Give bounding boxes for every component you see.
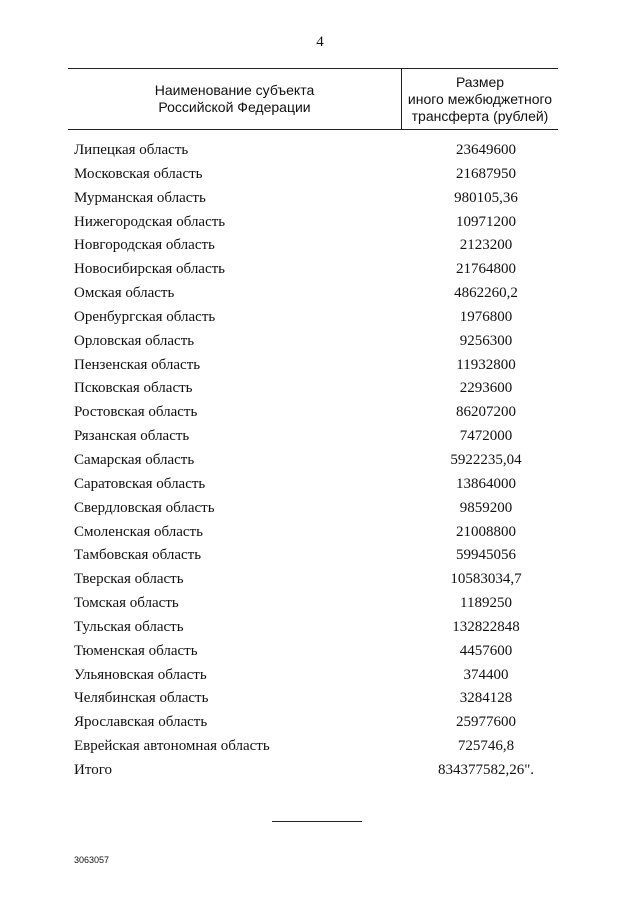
table-row bbox=[74, 139, 558, 163]
table-row bbox=[74, 568, 558, 592]
table-body bbox=[74, 139, 558, 783]
subject-name: Московская область bbox=[74, 165, 203, 182]
table-row bbox=[74, 687, 558, 711]
table-row bbox=[74, 449, 558, 473]
table-row bbox=[74, 258, 558, 282]
subject-name: Ульяновская область bbox=[74, 666, 207, 683]
transfer-amount: 86207200 bbox=[456, 404, 516, 421]
table-row bbox=[74, 759, 558, 783]
table-row bbox=[74, 330, 558, 354]
transfer-amount: 7472000 bbox=[459, 428, 513, 445]
transfer-amount: 980105,36 bbox=[454, 189, 518, 206]
transfer-amount: 2123200 bbox=[459, 237, 513, 254]
subject-name: Томская область bbox=[74, 595, 179, 612]
table-row bbox=[74, 425, 558, 449]
transfer-amount: 10971200 bbox=[456, 213, 516, 230]
subject-name: Новосибирская область bbox=[74, 261, 226, 278]
subject-name: Липецкая область bbox=[74, 142, 189, 158]
table-row bbox=[74, 664, 558, 688]
transfer-amount: 9859200 bbox=[459, 499, 513, 516]
subject-name: Тюменская область bbox=[74, 642, 198, 659]
closing-divider bbox=[272, 821, 362, 822]
transfer-amount: 21008800 bbox=[456, 523, 516, 540]
transfer-amount: 11932800 bbox=[456, 356, 516, 373]
transfer-amount: 1189250 bbox=[460, 595, 512, 612]
table-row bbox=[74, 282, 558, 306]
subject-name: Ярославская область bbox=[74, 714, 208, 731]
subject-name: Тульская область bbox=[74, 618, 184, 635]
subject-name: Смоленская область bbox=[74, 523, 203, 540]
table-row bbox=[74, 497, 558, 521]
header-amount-line-1: Размер bbox=[455, 73, 505, 90]
table-row bbox=[74, 544, 558, 568]
table-row bbox=[74, 616, 558, 640]
subject-name: Омская область bbox=[74, 285, 175, 302]
transfer-amount: 13864000 bbox=[456, 475, 516, 492]
transfer-amount: 10583034,7 bbox=[450, 571, 522, 588]
subject-name: Саратовская область bbox=[74, 475, 206, 492]
transfer-amount: 374400 bbox=[463, 666, 509, 683]
table-row bbox=[74, 211, 558, 235]
transfer-amount: 21687950 bbox=[456, 165, 516, 182]
table-row bbox=[74, 163, 558, 187]
transfer-amount: 132822848 bbox=[452, 618, 520, 635]
table-row bbox=[74, 306, 558, 330]
header-amount-line-3: трансферта (рублей) bbox=[411, 107, 549, 124]
transfer-amount: 834377582,26". bbox=[437, 761, 535, 778]
subject-name: Свердловская область bbox=[74, 499, 215, 516]
transfer-amount: 23649600 bbox=[456, 142, 516, 158]
table-row bbox=[74, 711, 558, 735]
subject-name: Самарская область bbox=[74, 451, 195, 468]
subject-name: Мурманская область bbox=[74, 189, 206, 206]
transfer-amount: 725746,8 bbox=[457, 738, 515, 755]
header-amount-line-2: иного межбюджетного bbox=[407, 90, 553, 107]
subject-name: Челябинская область bbox=[74, 690, 209, 707]
table-row bbox=[74, 377, 558, 401]
table-row bbox=[74, 473, 558, 497]
transfer-amount: 5922235,04 bbox=[450, 451, 522, 468]
subject-name: Еврейская автономная область bbox=[74, 738, 270, 755]
subject-name: Итого bbox=[74, 761, 112, 778]
table-row bbox=[74, 521, 558, 545]
subject-name: Ростовская область bbox=[74, 404, 198, 421]
header-subject-name bbox=[68, 69, 402, 129]
transfer-amount: 4862260,2 bbox=[454, 285, 518, 302]
header-subject-line-2: Российской Федерации bbox=[158, 99, 311, 115]
subject-name: Пензенская область bbox=[74, 356, 201, 373]
header-transfer-amount bbox=[402, 69, 558, 129]
header-subject-line-1: Наименование субъекта bbox=[154, 82, 315, 98]
subject-name: Новгородская область bbox=[74, 237, 215, 254]
transfer-amount: 25977600 bbox=[456, 714, 516, 731]
subject-name: Псковская область bbox=[74, 380, 193, 397]
table-row bbox=[74, 401, 558, 425]
table-row bbox=[74, 592, 558, 616]
transfer-amount: 3284128 bbox=[459, 690, 513, 707]
transfer-amount: 4457600 bbox=[459, 642, 513, 659]
subject-name: Рязанская область bbox=[74, 428, 190, 445]
table-row bbox=[74, 640, 558, 664]
table-row bbox=[74, 354, 558, 378]
table-header bbox=[68, 68, 558, 130]
transfer-amount: 59945056 bbox=[456, 547, 516, 564]
table-row bbox=[74, 234, 558, 258]
table-row bbox=[74, 735, 558, 759]
table-row bbox=[74, 187, 558, 211]
subject-name: Тверская область bbox=[74, 571, 184, 588]
transfer-amount: 9256300 bbox=[459, 332, 513, 349]
subject-name: Нижегородская область bbox=[74, 213, 226, 230]
subject-name: Орловская область bbox=[74, 332, 195, 349]
document-code: 3063057 bbox=[74, 855, 110, 865]
subject-name: Тамбовская область bbox=[74, 547, 202, 564]
page-number: 4 bbox=[316, 34, 324, 50]
subject-name: Оренбургская область bbox=[74, 308, 216, 325]
transfer-amount: 1976800 bbox=[459, 308, 513, 325]
transfer-amount: 2293600 bbox=[459, 380, 513, 397]
transfer-amount: 21764800 bbox=[456, 261, 516, 278]
